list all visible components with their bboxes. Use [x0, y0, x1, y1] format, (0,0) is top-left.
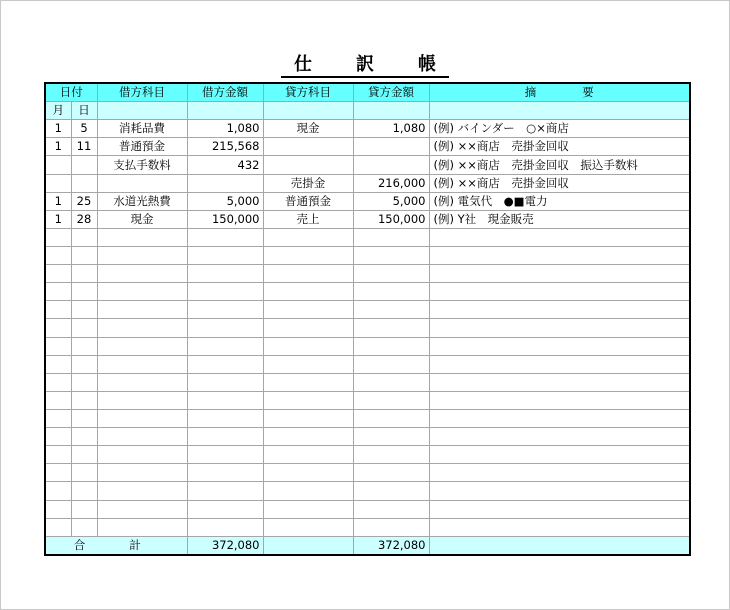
cell-day — [71, 228, 97, 246]
cell-day: 25 — [71, 192, 97, 210]
cell-credit-account — [263, 156, 353, 174]
cell-month — [45, 319, 71, 337]
total-debit-amount: 372,080 — [187, 536, 263, 555]
cell-debit-account — [97, 518, 187, 536]
total-credit-amount: 372,080 — [353, 536, 429, 555]
cell-debit-amount — [187, 373, 263, 391]
cell-credit-amount — [353, 283, 429, 301]
cell-credit-account — [263, 500, 353, 518]
subheader-cell — [429, 102, 690, 120]
cell-credit-amount — [353, 409, 429, 427]
table-row — [45, 120, 690, 138]
cell-credit-amount — [353, 391, 429, 409]
cell-debit-amount — [187, 428, 263, 446]
cell-month — [45, 428, 71, 446]
cell-credit-amount — [353, 500, 429, 518]
cell-debit-account — [97, 373, 187, 391]
cell-credit-amount — [353, 355, 429, 373]
cell-debit-account — [97, 337, 187, 355]
cell-credit-account — [263, 518, 353, 536]
cell-summary — [429, 337, 690, 355]
cell-month: 1 — [45, 210, 71, 228]
cell-credit-account — [263, 228, 353, 246]
cell-summary — [429, 355, 690, 373]
subheader-cell — [353, 102, 429, 120]
header-row — [45, 83, 690, 102]
cell-credit-amount — [353, 138, 429, 156]
cell-credit-account — [263, 355, 353, 373]
subheader-cell — [263, 102, 353, 120]
cell-credit-account — [263, 482, 353, 500]
table-row — [45, 265, 690, 283]
cell-summary: (例) ××商店 売掛金回収 — [429, 174, 690, 192]
cell-day — [71, 301, 97, 319]
cell-day — [71, 265, 97, 283]
cell-debit-account — [97, 391, 187, 409]
table-row — [45, 247, 690, 265]
journal-table — [44, 82, 691, 556]
cell-debit-amount: 150,000 — [187, 210, 263, 228]
cell-credit-amount — [353, 337, 429, 355]
cell-credit-amount: 150,000 — [353, 210, 429, 228]
cell-debit-amount — [187, 319, 263, 337]
cell-debit-amount — [187, 355, 263, 373]
table-row — [45, 409, 690, 427]
header-summary: 摘 要 — [429, 83, 690, 102]
cell-credit-account — [263, 301, 353, 319]
table-row — [45, 138, 690, 156]
totals-label — [45, 536, 187, 555]
cell-debit-account — [97, 355, 187, 373]
total-credit-account — [263, 536, 353, 555]
cell-credit-account — [263, 464, 353, 482]
cell-debit-amount — [187, 464, 263, 482]
cell-summary — [429, 518, 690, 536]
cell-credit-account — [263, 265, 353, 283]
cell-day — [71, 409, 97, 427]
subheader-cell — [97, 102, 187, 120]
cell-debit-account — [97, 247, 187, 265]
table-row — [45, 192, 690, 210]
cell-summary: (例) Y社 現金販売 — [429, 210, 690, 228]
cell-summary — [429, 247, 690, 265]
cell-credit-amount — [353, 482, 429, 500]
cell-credit-account — [263, 428, 353, 446]
cell-day — [71, 446, 97, 464]
totals-label-a: 合 — [73, 537, 86, 552]
cell-day — [71, 518, 97, 536]
cell-credit-account — [263, 319, 353, 337]
cell-debit-amount: 215,568 — [187, 138, 263, 156]
cell-summary — [429, 428, 690, 446]
table-row — [45, 174, 690, 192]
cell-debit-amount — [187, 500, 263, 518]
cell-credit-account — [263, 138, 353, 156]
table-row — [45, 500, 690, 518]
cell-credit-amount — [353, 301, 429, 319]
cell-day — [71, 464, 97, 482]
cell-month — [45, 337, 71, 355]
cell-month — [45, 301, 71, 319]
header-credit-amount: 貸方金額 — [353, 83, 429, 102]
cell-month — [45, 283, 71, 301]
cell-credit-account: 現金 — [263, 120, 353, 138]
cell-month — [45, 446, 71, 464]
table-row — [45, 391, 690, 409]
cell-credit-amount: 5,000 — [353, 192, 429, 210]
cell-month — [45, 247, 71, 265]
cell-month — [45, 391, 71, 409]
cell-credit-amount — [353, 428, 429, 446]
cell-day: 5 — [71, 120, 97, 138]
cell-debit-account — [97, 265, 187, 283]
cell-month — [45, 482, 71, 500]
table-row — [45, 446, 690, 464]
cell-credit-amount — [353, 319, 429, 337]
table-row — [45, 301, 690, 319]
cell-day — [71, 373, 97, 391]
table-row — [45, 283, 690, 301]
cell-debit-account — [97, 283, 187, 301]
cell-day — [71, 319, 97, 337]
table-row — [45, 355, 690, 373]
cell-credit-amount: 1,080 — [353, 120, 429, 138]
cell-debit-account: 普通預金 — [97, 138, 187, 156]
table-row — [45, 373, 690, 391]
cell-summary — [429, 265, 690, 283]
header-credit-account: 貸方科目 — [263, 83, 353, 102]
cell-credit-amount — [353, 228, 429, 246]
cell-day — [71, 500, 97, 518]
cell-day — [71, 156, 97, 174]
cell-summary — [429, 500, 690, 518]
cell-credit-account — [263, 409, 353, 427]
cell-debit-amount — [187, 446, 263, 464]
table-row — [45, 337, 690, 355]
cell-day — [71, 428, 97, 446]
cell-debit-account — [97, 446, 187, 464]
cell-summary — [429, 446, 690, 464]
cell-debit-account: 水道光熱費 — [97, 192, 187, 210]
cell-credit-account — [263, 337, 353, 355]
cell-day — [71, 482, 97, 500]
cell-credit-account: 売上 — [263, 210, 353, 228]
cell-month — [45, 174, 71, 192]
cell-summary — [429, 319, 690, 337]
cell-debit-amount — [187, 482, 263, 500]
cell-credit-amount — [353, 156, 429, 174]
cell-debit-account — [97, 500, 187, 518]
cell-month — [45, 409, 71, 427]
cell-debit-account — [97, 228, 187, 246]
cell-debit-amount — [187, 337, 263, 355]
table-row — [45, 319, 690, 337]
cell-summary — [429, 301, 690, 319]
cell-month — [45, 265, 71, 283]
cell-debit-amount — [187, 518, 263, 536]
subheader-cell — [187, 102, 263, 120]
cell-credit-account — [263, 283, 353, 301]
total-summary — [429, 536, 690, 555]
cell-credit-amount — [353, 464, 429, 482]
cell-debit-amount — [187, 409, 263, 427]
cell-debit-amount — [187, 265, 263, 283]
totals-label-b: 計 — [129, 537, 141, 552]
cell-summary — [429, 283, 690, 301]
cell-summary: (例) ××商店 売掛金回収 — [429, 138, 690, 156]
table-row — [45, 210, 690, 228]
cell-debit-amount — [187, 174, 263, 192]
cell-summary — [429, 373, 690, 391]
cell-debit-account — [97, 428, 187, 446]
cell-debit-account — [97, 319, 187, 337]
cell-day — [71, 355, 97, 373]
table-row — [45, 428, 690, 446]
cell-month — [45, 355, 71, 373]
cell-credit-amount — [353, 518, 429, 536]
cell-month: 1 — [45, 138, 71, 156]
cell-debit-amount — [187, 391, 263, 409]
cell-credit-account — [263, 247, 353, 265]
cell-summary: (例) バインダー ○×商店 — [429, 120, 690, 138]
cell-credit-amount — [353, 373, 429, 391]
header-month: 月 — [45, 102, 71, 120]
cell-debit-account — [97, 482, 187, 500]
cell-month — [45, 156, 71, 174]
cell-summary — [429, 482, 690, 500]
cell-debit-account — [97, 409, 187, 427]
cell-credit-account: 売掛金 — [263, 174, 353, 192]
header-date: 日付 — [45, 83, 97, 102]
cell-credit-amount: 216,000 — [353, 174, 429, 192]
table-row — [45, 464, 690, 482]
cell-debit-amount — [187, 247, 263, 265]
cell-summary — [429, 409, 690, 427]
page-title: 仕 訳 帳 — [0, 54, 730, 78]
cell-month: 1 — [45, 192, 71, 210]
cell-day — [71, 247, 97, 265]
cell-summary: (例) 電気代 ●■電力 — [429, 192, 690, 210]
cell-day: 28 — [71, 210, 97, 228]
cell-debit-account — [97, 174, 187, 192]
cell-debit-account: 支払手数料 — [97, 156, 187, 174]
cell-month — [45, 518, 71, 536]
cell-debit-amount — [187, 228, 263, 246]
cell-credit-amount — [353, 446, 429, 464]
cell-debit-amount: 5,000 — [187, 192, 263, 210]
table-row — [45, 228, 690, 246]
cell-day — [71, 391, 97, 409]
cell-summary — [429, 391, 690, 409]
table-row — [45, 482, 690, 500]
cell-month — [45, 228, 71, 246]
cell-credit-account: 普通預金 — [263, 192, 353, 210]
cell-debit-amount — [187, 283, 263, 301]
cell-summary: (例) ××商店 売掛金回収 振込手数料 — [429, 156, 690, 174]
cell-debit-account — [97, 464, 187, 482]
header-debit-account: 借方科目 — [97, 83, 187, 102]
cell-month — [45, 373, 71, 391]
cell-month — [45, 500, 71, 518]
cell-credit-account — [263, 391, 353, 409]
cell-debit-account — [97, 301, 187, 319]
cell-summary — [429, 228, 690, 246]
cell-credit-account — [263, 373, 353, 391]
header-debit-amount: 借方金額 — [187, 83, 263, 102]
cell-debit-account: 消耗品費 — [97, 120, 187, 138]
cell-summary — [429, 464, 690, 482]
cell-day — [71, 337, 97, 355]
header-day: 日 — [71, 102, 97, 120]
cell-debit-amount: 432 — [187, 156, 263, 174]
cell-debit-amount: 1,080 — [187, 120, 263, 138]
cell-debit-amount — [187, 301, 263, 319]
cell-credit-account — [263, 446, 353, 464]
cell-debit-account: 現金 — [97, 210, 187, 228]
table-row — [45, 156, 690, 174]
cell-day — [71, 174, 97, 192]
table-row — [45, 518, 690, 536]
subheader-row — [45, 102, 690, 120]
cell-credit-amount — [353, 247, 429, 265]
totals-row — [45, 536, 690, 555]
cell-day: 11 — [71, 138, 97, 156]
cell-day — [71, 283, 97, 301]
cell-credit-amount — [353, 265, 429, 283]
cell-month — [45, 464, 71, 482]
cell-month: 1 — [45, 120, 71, 138]
